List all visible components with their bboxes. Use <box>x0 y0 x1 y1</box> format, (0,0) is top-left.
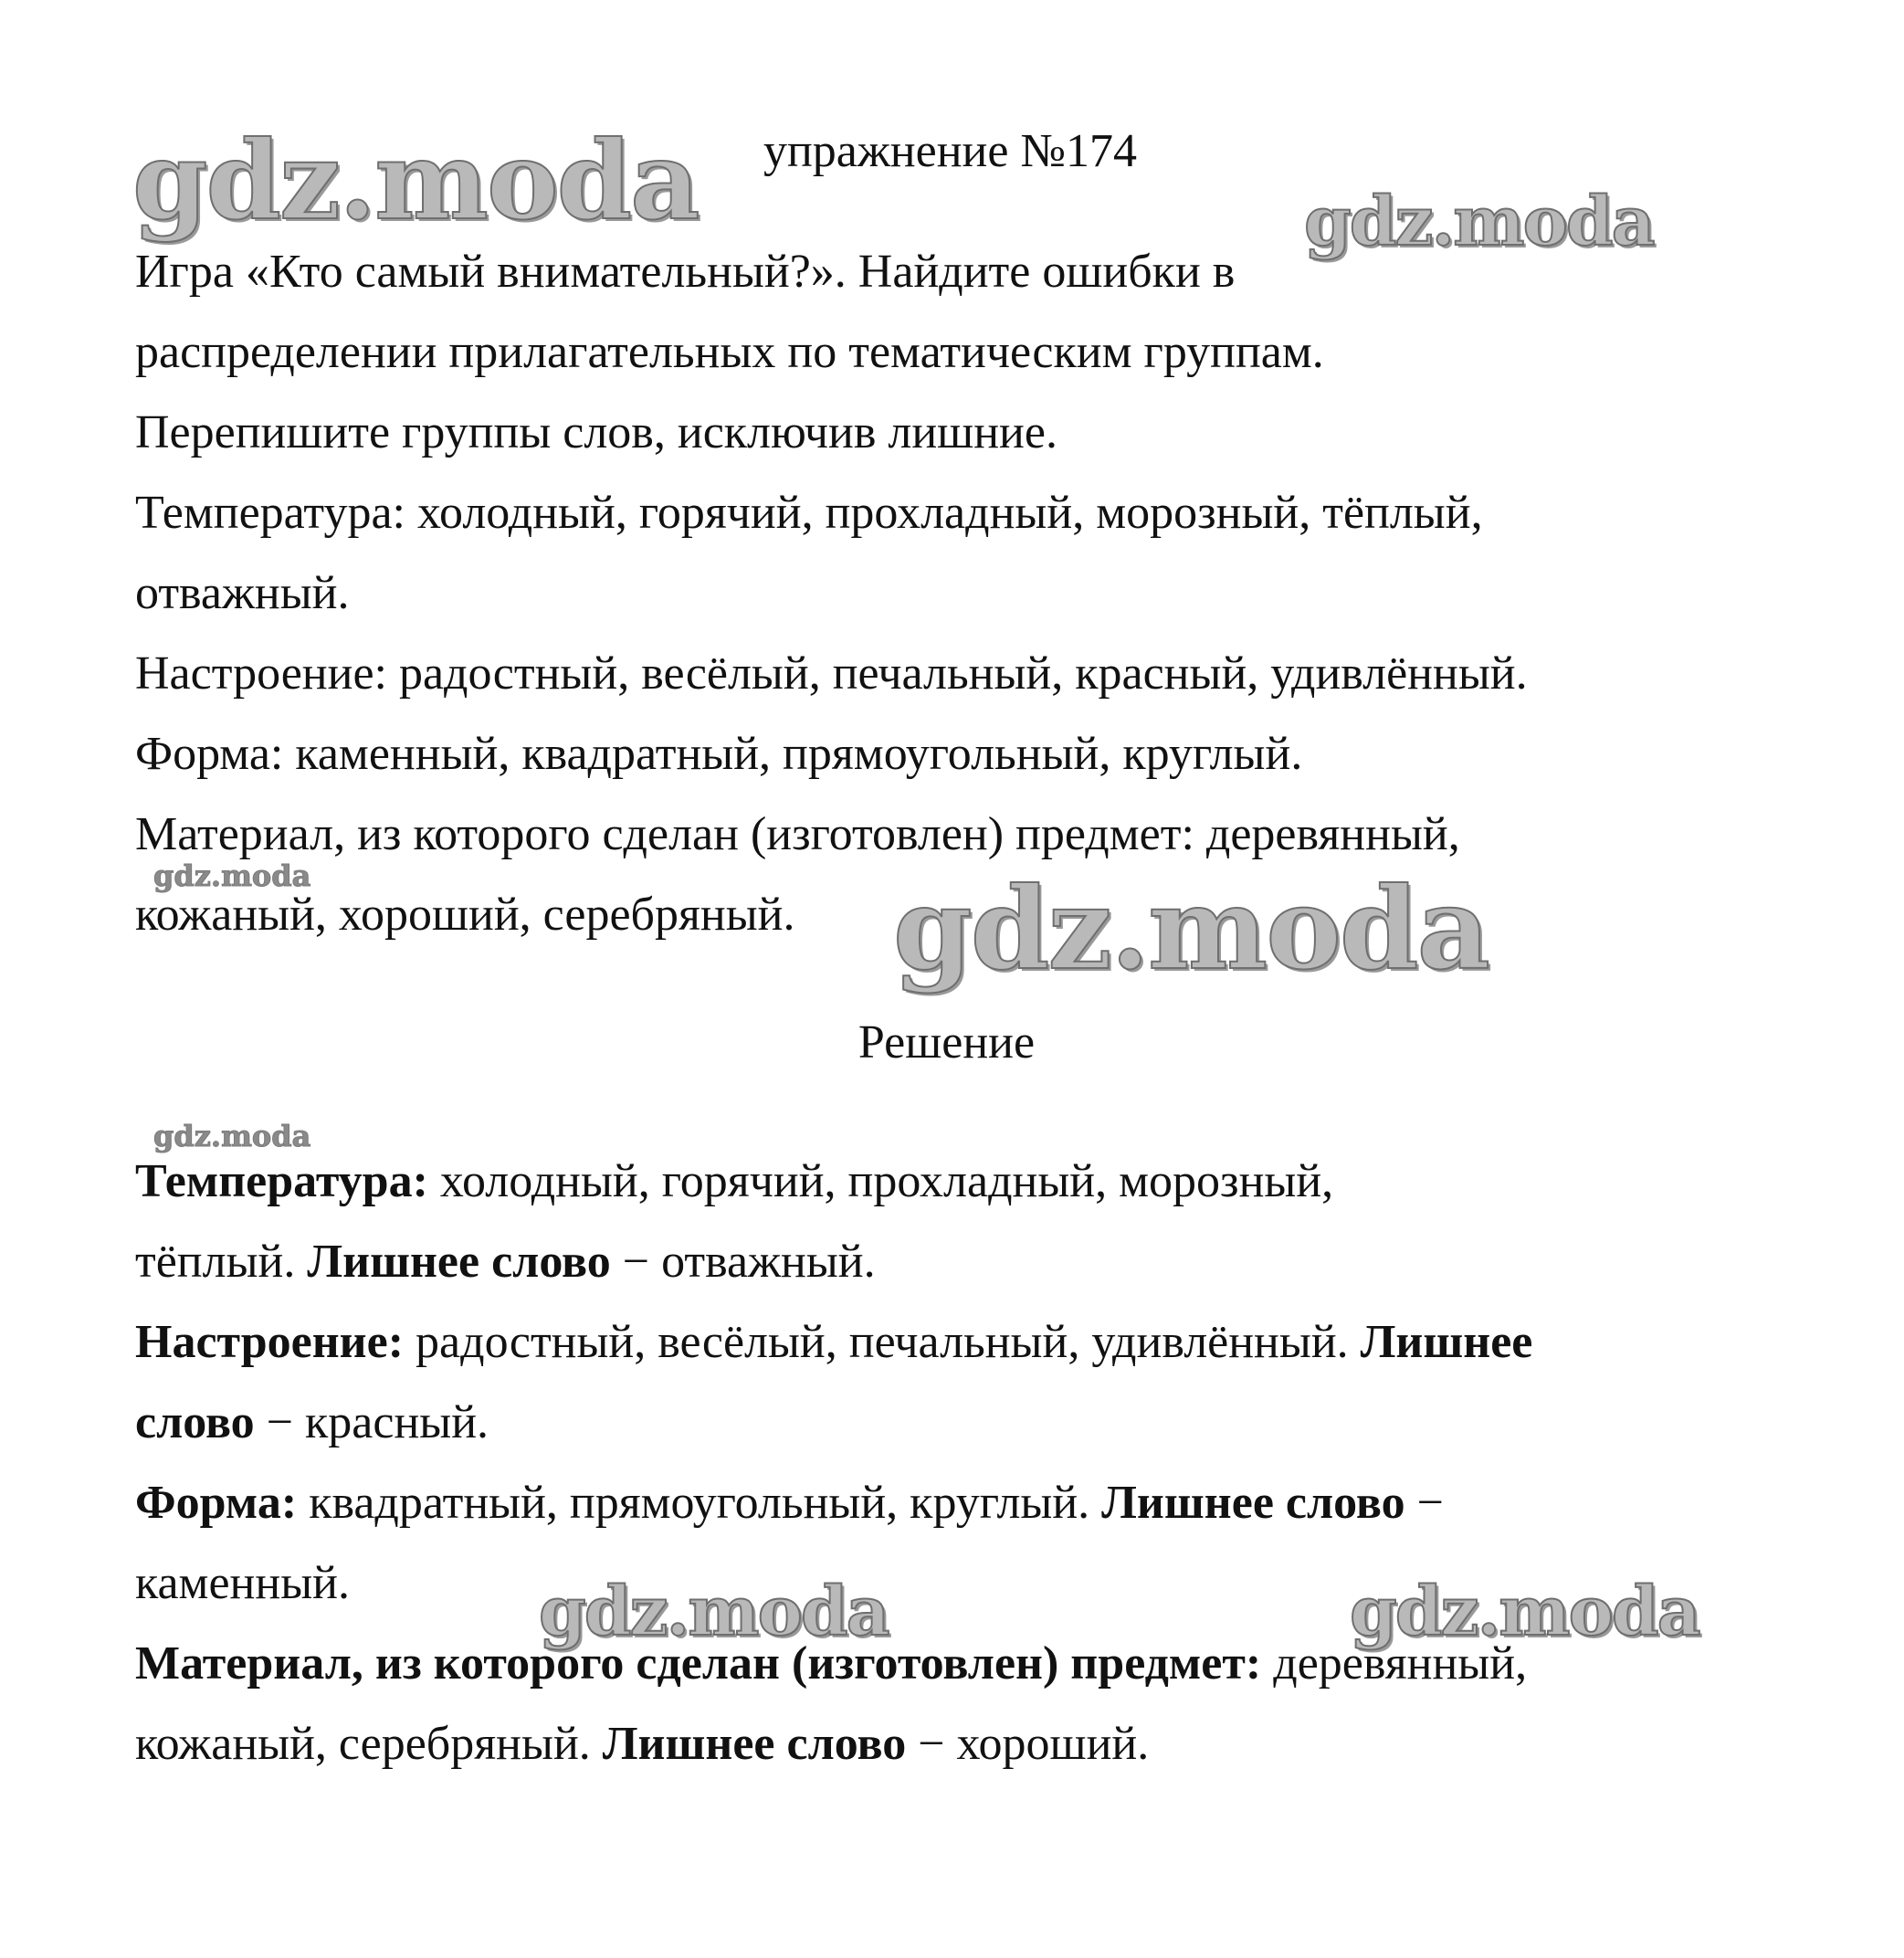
extra-word-label: слово <box>135 1396 255 1448</box>
extra-word-label: Лишнее слово <box>602 1718 907 1770</box>
task-line: Материал, из которого сделан (изготовлен) предмет: деревянный, <box>135 808 1460 860</box>
watermark: gdz.moda <box>153 1119 311 1153</box>
extra-word: − хороший. <box>906 1718 1150 1770</box>
solution-words: тёплый. <box>135 1236 308 1288</box>
solution-text <box>135 1142 1779 1784</box>
solution-words: деревянный, <box>1261 1637 1528 1690</box>
watermark: gdz.moda <box>893 863 1488 995</box>
extra-word: − отважный. <box>610 1236 876 1288</box>
category-label: Материал, из которого сделан (изготовлен) предмет: <box>135 1637 1262 1690</box>
solution-line <box>135 1142 1779 1222</box>
extra-word-label: Лишнее слово <box>1101 1477 1405 1529</box>
watermark: gdz.moda <box>153 858 311 893</box>
solution-words: квадратный, прямоугольный, круглый. <box>297 1477 1102 1529</box>
task-line: Игра «Кто самый внимательный?». Найдите ошибки в <box>135 246 1236 298</box>
task-line: Температура: холодный, горячий, прохладный, морозный, тёплый, <box>135 487 1483 539</box>
task-line: Настроение: радостный, весёлый, печальный, красный, удивлённый. <box>135 647 1528 700</box>
task-line: Форма: каменный, квадратный, прямоугольный, круглый. <box>135 728 1303 780</box>
solution-words: кожаный, серебряный. <box>135 1718 603 1770</box>
category-label: Настроение: <box>135 1316 405 1368</box>
solution-title <box>0 1016 1899 1070</box>
task-text <box>135 232 1779 955</box>
extra-word-label: Лишнее слово <box>307 1236 611 1288</box>
extra-word: каменный. <box>135 1557 350 1609</box>
watermark: gdz.moda <box>1350 1573 1699 1651</box>
extra-word: − красный. <box>254 1396 489 1448</box>
exercise-title-text: упражнение №174 <box>763 125 1138 177</box>
task-line: Перепишите группы слов, исключив лишние. <box>135 406 1057 458</box>
task-line: отважный. <box>135 567 350 619</box>
solution-line <box>135 1302 1779 1383</box>
watermark: gdz.moda <box>539 1573 889 1651</box>
watermark: gdz.moda <box>1304 183 1654 261</box>
solution-line <box>135 1543 1779 1624</box>
task-line: кожаный, хороший, серебряный. <box>135 889 795 941</box>
watermark: gdz.moda <box>132 117 699 244</box>
solution-line <box>135 1624 1779 1704</box>
exercise-title <box>0 124 1904 179</box>
solution-words: радостный, весёлый, печальный, удивлённый. <box>404 1316 1361 1368</box>
task-line: распределении прилагательных по тематическим группам. <box>135 326 1324 378</box>
category-label: Форма: <box>135 1477 298 1529</box>
solution-line <box>135 1222 1779 1302</box>
solution-line <box>135 1704 1779 1784</box>
solution-line <box>135 1463 1779 1543</box>
solution-line <box>135 1383 1779 1463</box>
extra-word-label: Лишнее <box>1360 1316 1533 1368</box>
solution-title-text: Решение <box>857 1016 1036 1068</box>
category-label: Температура: <box>135 1155 428 1207</box>
solution-words: холодный, горячий, прохладный, морозный, <box>427 1155 1334 1207</box>
dash: − <box>1404 1477 1444 1529</box>
